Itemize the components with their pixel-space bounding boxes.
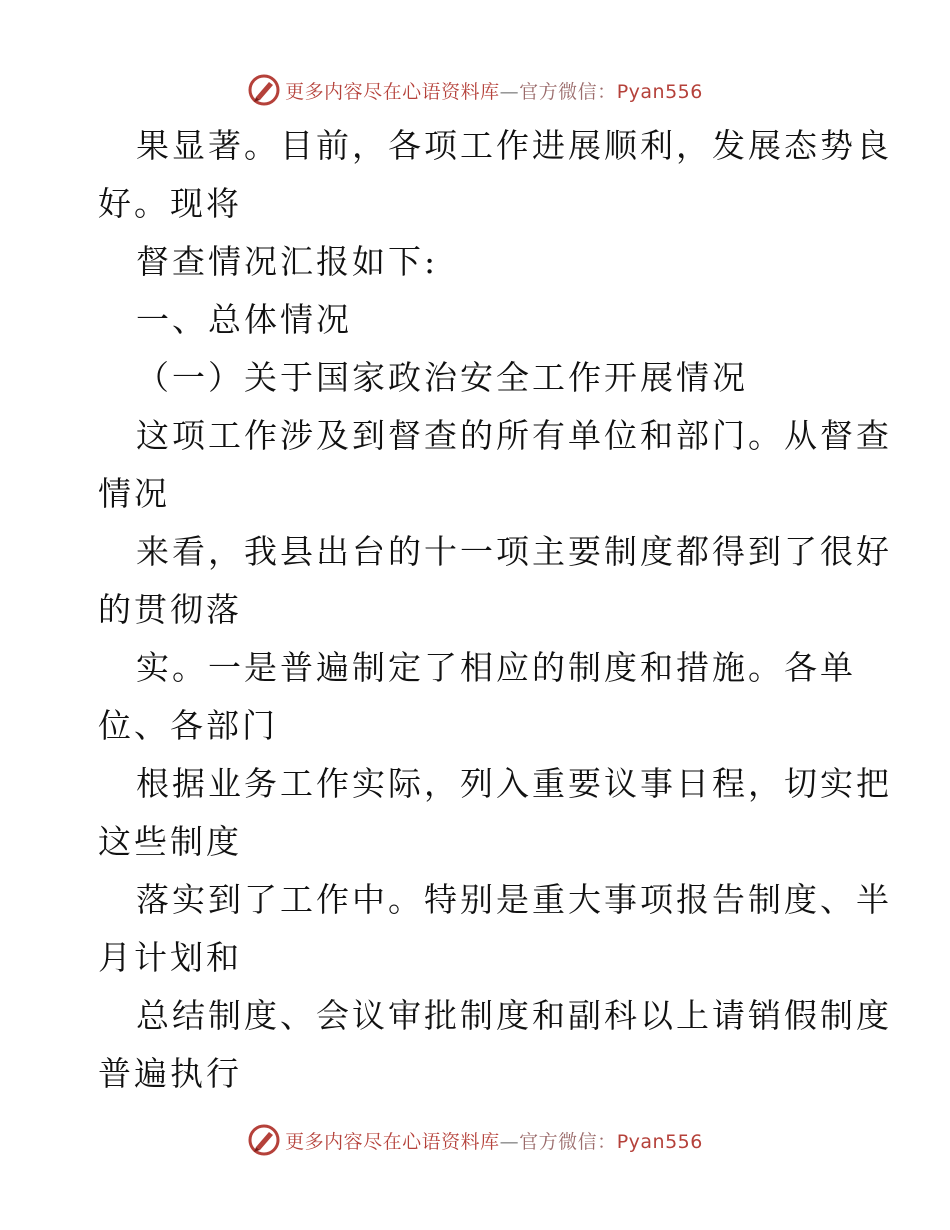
banner-wechat-label: 官方微信：	[519, 80, 617, 103]
banner-separator: —	[499, 1130, 520, 1153]
body-line: 的贯彻落	[98, 590, 242, 629]
body-line: 位、各部门	[98, 706, 278, 745]
body-line: 情况	[98, 474, 170, 513]
body-line: 总结制度、会议审批制度和副科以上请销假制度	[136, 996, 892, 1035]
pen-logo-icon	[247, 1123, 281, 1157]
banner-wechat-id: Pyan556	[616, 1130, 703, 1153]
body-line: 实。一是普遍制定了相应的制度和措施。各单	[136, 648, 856, 687]
banner-separator: —	[499, 80, 520, 103]
banner-wechat-label: 官方微信：	[519, 1130, 617, 1153]
footer-banner	[0, 1120, 950, 1160]
header-banner	[0, 70, 950, 110]
body-line: 来看，我县出台的十一项主要制度都得到了很好	[136, 532, 892, 571]
subsection-heading: （一）关于国家政治安全工作开展情况	[136, 358, 748, 397]
pen-logo-icon	[247, 73, 281, 107]
section-heading: 一、总体情况	[136, 300, 352, 339]
body-line: 普遍执行	[98, 1054, 242, 1093]
banner-slogan: 更多内容尽在心语资料库	[285, 80, 500, 103]
body-line: 落实到了工作中。特别是重大事项报告制度、半	[136, 880, 892, 919]
body-line: 好。现将	[98, 184, 242, 223]
body-line: 月计划和	[98, 938, 242, 977]
body-line: 这项工作涉及到督查的所有单位和部门。从督查	[136, 416, 892, 455]
body-line: 督查情况汇报如下:	[136, 242, 439, 281]
banner-wechat-id: Pyan556	[616, 80, 703, 103]
body-line: 果显著。目前，各项工作进展顺利，发展态势良	[136, 126, 892, 165]
body-line: 根据业务工作实际，列入重要议事日程，切实把	[136, 764, 892, 803]
body-line: 这些制度	[98, 822, 242, 861]
banner-slogan: 更多内容尽在心语资料库	[285, 1130, 500, 1153]
